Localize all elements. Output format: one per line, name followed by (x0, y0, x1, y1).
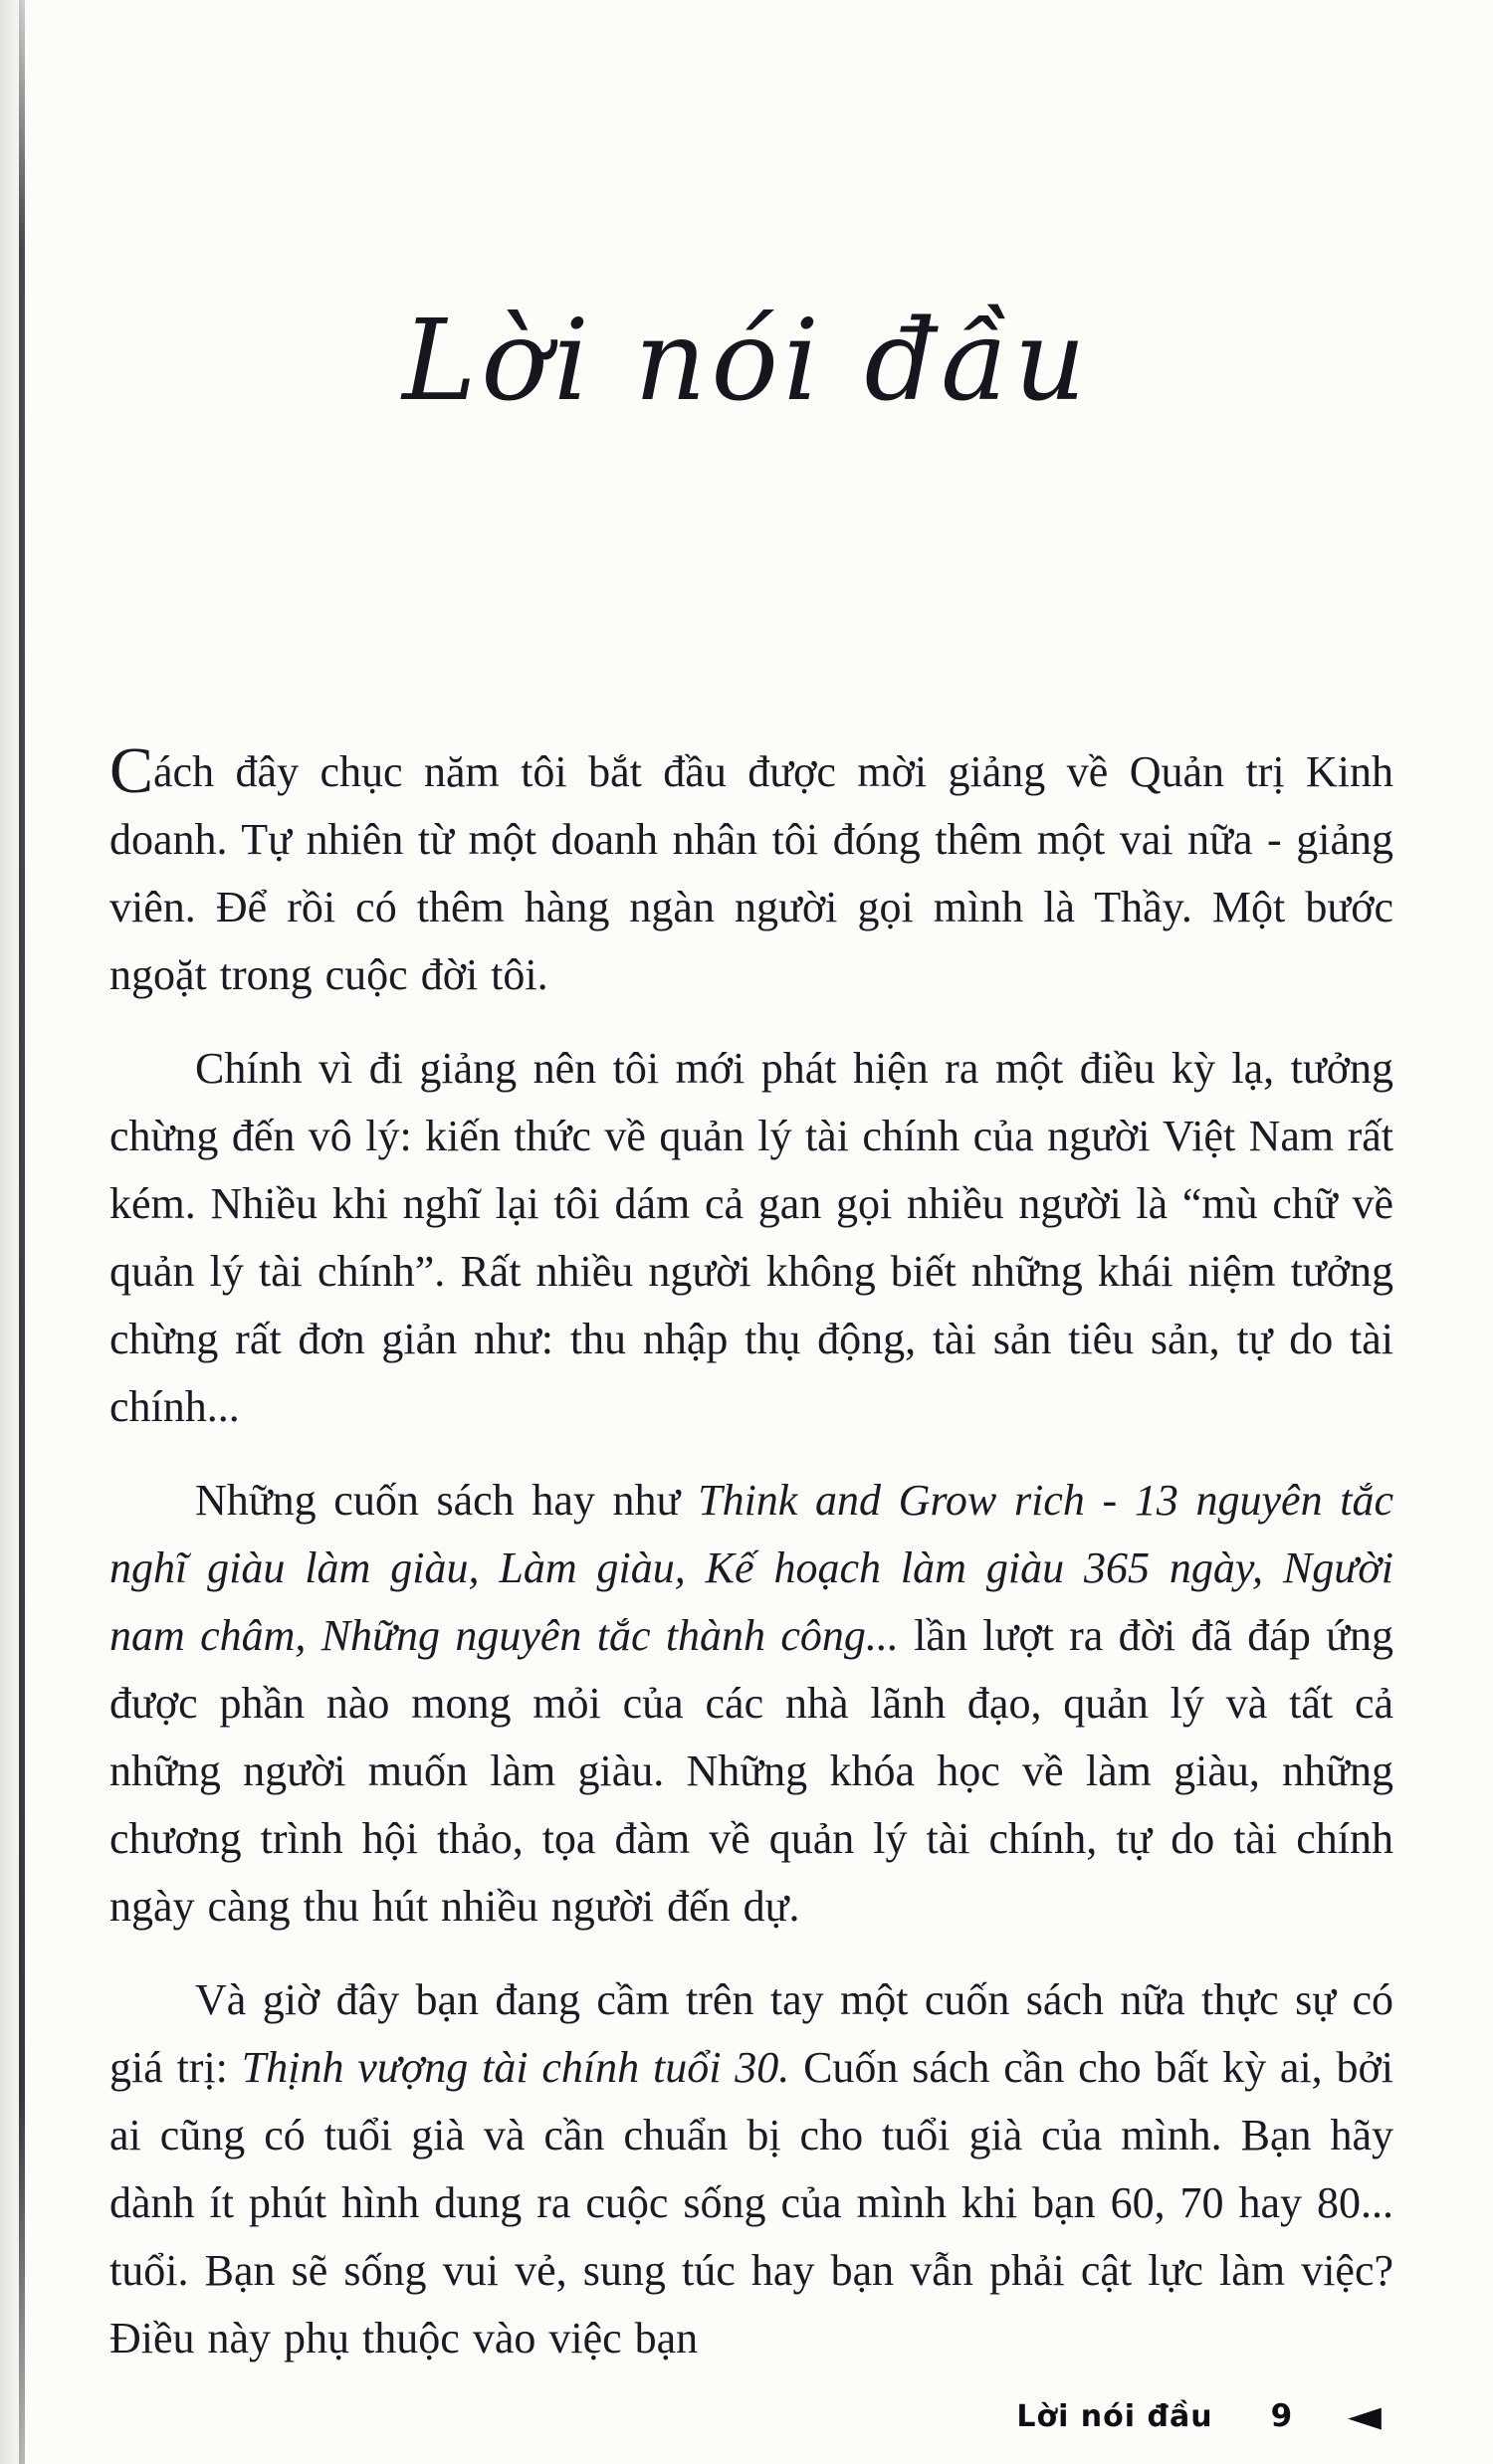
paragraph (109, 1035, 1393, 1441)
dropcap-letter: C (109, 734, 154, 807)
text-segment: Chính vì đi giảng nên tôi mới phát hiện ra một điều kỳ lạ, tưởng chừng đến vô lý: kiến thức về quản lý tài chính của người Việt Nam rất kém. Nhiều khi nghĩ lại tôi dám cả gan gọi nhiều người là “mù chữ về quản lý tài chính”. Rất nhiều người không biết những khái niệm tưởng chừng rất đơn giản như: thu nhập thụ động, tài sản tiêu sản, tự do tài chính... (109, 1044, 1393, 1431)
paragraph (109, 1467, 1393, 1941)
text-segment: Những cuốn sách hay như (195, 1476, 699, 1525)
body-text (109, 734, 1393, 2398)
paragraph (109, 734, 1393, 1009)
text-segment: ách đây chục năm tôi bắt đầu được mời giảng về Quản trị Kinh doanh. Tự nhiên từ một doanh nhân tôi đóng thêm một vai nữa - giảng viên. Để rồi có thêm hàng ngàn người gọi mình là Thầy. Một bước ngoặt trong cuộc đời tôi. (109, 747, 1393, 999)
text-segment: Cuốn sách cần cho bất kỳ ai, bởi ai cũng có tuổi già và cần chuẩn bị cho tuổi già của mình. Bạn hãy dành ít phút hình dung ra cuộc sống của mình khi bạn 60, 70 hay 80... tuổi. Bạn sẽ sống vui vẻ, sung túc hay bạn vẫn phải cật lực làm việc? Điều này phụ thuộc vào việc bạn (109, 2043, 1393, 2362)
italic-text-segment: Thịnh vượng tài chính tuổi 30. (241, 2043, 790, 2092)
italic-text-segment: Think and Grow rich - 13 nguyên tắc nghĩ giàu làm giàu, Làm giàu, Kế hoạch làm giàu 365 ngày, Người nam châm, Những nguyên tắc thành công... (109, 1476, 1393, 1660)
page-title: Lời nói đầu (402, 297, 1091, 426)
back-arrow-icon: ◄ (1348, 2390, 1382, 2441)
text-segment: lần lượt ra đời đã đáp ứng được phần nào mong mỏi của các nhà lãnh đạo, quản lý và tất cả những người muốn làm giàu. Những khóa học về làm giàu, những chương trình hội thảo, tọa đàm về quản lý tài chính, tự do tài chính ngày càng thu hút nhiều người đến dự. (109, 1611, 1393, 1931)
paragraph (109, 1966, 1393, 2372)
text-segment: Và giờ đây bạn đang cầm trên tay một cuốn sách nữa thực sự có giá trị: (109, 1975, 1393, 2092)
footer-page-number: 9 (1270, 2398, 1293, 2434)
footer-chapter-label: Lời nói đầu (1016, 2398, 1213, 2434)
page-footer (1016, 2390, 1382, 2441)
